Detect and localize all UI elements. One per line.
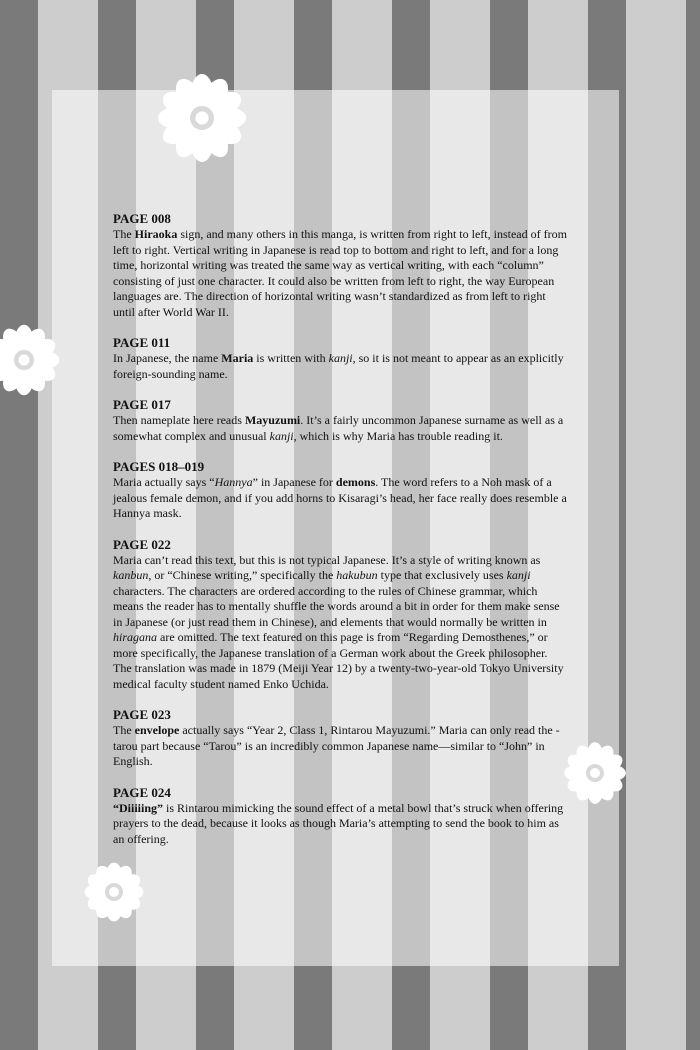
note-heading: PAGE 011: [113, 335, 171, 350]
note-text-segment: kanji: [328, 351, 353, 365]
note-page-011: [113, 334, 568, 382]
note-text-segment: The: [113, 227, 135, 241]
note-body: [113, 475, 568, 522]
note-body: [113, 723, 568, 770]
note-text-segment: , or “Chinese writing,” specifically the: [148, 568, 337, 582]
note-heading: PAGE 024: [113, 784, 171, 800]
note-page-008: [113, 210, 568, 320]
note-text-segment: In Japanese, the name: [113, 351, 222, 365]
note-heading: PAGES 018–019: [113, 459, 205, 474]
note-text-segment: actually says “Year 2, Class 1, Rintarou Mayuzumi.” Maria can only read the -tarou part because “Tarou” is an incredibly common Japanese name—similar to “John” in English.: [113, 723, 560, 768]
note-text-segment: hakubun: [336, 568, 378, 582]
note-body: [113, 553, 568, 693]
note-text-segment: Hiraoka: [134, 227, 178, 241]
note-text-segment: . It’s a fairly uncommon Japanese surname as well as a somewhat complex and unusual: [113, 413, 564, 443]
note-text-segment: kanbun: [113, 568, 149, 582]
note-pages-018-019: [113, 458, 568, 522]
note-text-segment: The: [113, 723, 135, 737]
note-page-022: [113, 536, 568, 693]
note-body: [113, 351, 568, 382]
note-body: [113, 227, 568, 320]
note-text-segment: . The word refers to a Noh mask of a jealous female demon, and if you add horns to Kisaragi’s head, her face really does resemble a Hannya mask.: [113, 475, 567, 520]
note-text-segment: demons: [335, 475, 376, 489]
note-text-segment: Then nameplate here reads: [113, 413, 245, 427]
note-text-segment: , so it is not meant to appear as an explicitly foreign-sounding name.: [113, 351, 564, 381]
note-heading: PAGE 022: [113, 536, 171, 552]
note-text-segment: is Rintarou mimicking the sound effect of a metal bowl that’s struck when offering prayers to the dead, because it looks as though Maria’s attempting to send the book to him as an offering.: [113, 800, 564, 846]
note-text-segment: Maria: [221, 351, 254, 365]
note-text-segment: Mayuzumi: [244, 413, 301, 427]
note-text-segment: “Diiiiing”: [113, 800, 164, 815]
note-page-024: [113, 784, 568, 848]
note-heading: PAGE 017: [113, 397, 171, 412]
notes-content: [113, 210, 568, 861]
note-page-017: [113, 396, 568, 444]
note-text-segment: , which is why Maria has trouble reading it.: [293, 428, 503, 443]
note-heading: PAGE 023: [113, 707, 171, 722]
note-heading: PAGE 008: [113, 211, 171, 226]
note-text-segment: sign, and many others in this manga, is written from right to left, instead of from left to right. Vertical writing in Japanese is read top to bottom and right to left, and for a long time, horizontal writing was treated the same way as vertical writing, with each “column” consisting of just one character. It could also be written from left to right, the way European languages are. The direction of horizontal writing wasn’t standardized as from left to right until after World War II.: [113, 227, 567, 319]
note-page-023: [113, 706, 568, 770]
note-text-segment: are omitted. The text featured on this page is from “Regarding Demosthenes,” or more specifically, the Japanese translation of a German work about the Greek philosopher. The translation was made in 1879 (Meiji Year 12) by a twenty-two-year-old Tokyo University medical faculty student named Enko Uchida.: [113, 630, 564, 691]
note-text-segment: hiragana: [113, 630, 158, 644]
note-text-segment: Maria can’t read this text, but this is not typical Japanese. It’s a style of writing known as: [113, 552, 541, 567]
note-text-segment: envelope: [134, 723, 180, 737]
note-text-segment: characters. The characters are ordered according to the rules of Chinese grammar, which means the reader has to mentally shuffle the words around a bit in order for them make sense in Japanese (or just read them in Chinese), and elements that would normally be written in: [113, 583, 560, 629]
note-text-segment: ” in Japanese for: [252, 475, 336, 489]
note-text-segment: Maria actually says “: [113, 475, 215, 489]
note-text-segment: is written with: [253, 351, 329, 365]
note-body: [113, 413, 568, 444]
note-text-segment: kanji: [269, 428, 294, 443]
note-text-segment: Hannya: [214, 475, 253, 489]
note-text-segment: kanji: [506, 568, 531, 582]
note-text-segment: type that exclusively uses: [377, 568, 507, 582]
note-body: [113, 801, 568, 848]
